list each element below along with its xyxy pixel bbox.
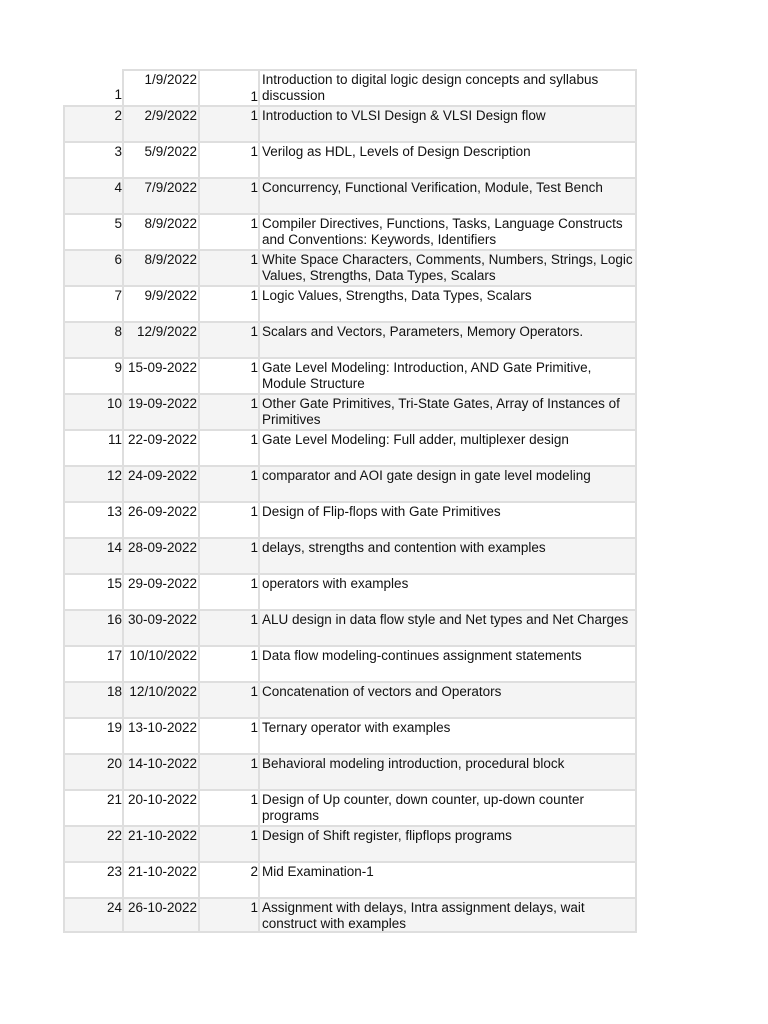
hours-cell: 1 — [200, 141, 260, 177]
table-row — [63, 141, 637, 177]
date-cell: 12/9/2022 — [124, 321, 200, 357]
row-number-cell: 20 — [63, 753, 124, 789]
date-cell: 12/10/2022 — [124, 681, 200, 717]
topic-cell: Introduction to VLSI Design & VLSI Design flow — [260, 105, 637, 141]
date-cell: 5/9/2022 — [124, 141, 200, 177]
row-number-cell: 24 — [63, 897, 124, 933]
topic-cell: Data flow modeling-continues assignment statements — [260, 645, 637, 681]
date-cell: 15-09-2022 — [124, 357, 200, 393]
hours-cell: 2 — [200, 861, 260, 897]
date-cell: 2/9/2022 — [124, 105, 200, 141]
topic-cell: Concatenation of vectors and Operators — [260, 681, 637, 717]
date-cell: 7/9/2022 — [124, 177, 200, 213]
hours-cell: 1 — [200, 321, 260, 357]
hours-cell: 1 — [200, 609, 260, 645]
hours-cell: 1 — [200, 465, 260, 501]
row-number-cell: 8 — [63, 321, 124, 357]
hours-cell: 1 — [200, 213, 260, 249]
hours-cell: 1 — [200, 285, 260, 321]
topic-cell: Compiler Directives, Functions, Tasks, Language Constructs and Conventions: Keywords, Identifiers — [260, 213, 637, 249]
row-number-cell: 22 — [63, 825, 124, 861]
hours-cell: 1 — [200, 177, 260, 213]
date-cell: 10/10/2022 — [124, 645, 200, 681]
table-row — [63, 357, 637, 393]
topic-cell: Scalars and Vectors, Parameters, Memory Operators. — [260, 321, 637, 357]
hours-cell: 1 — [200, 69, 260, 105]
topic-cell: Assignment with delays, Intra assignment delays, wait construct with examples — [260, 897, 637, 933]
date-cell: 19-09-2022 — [124, 393, 200, 429]
row-number-cell: 3 — [63, 141, 124, 177]
table-row — [63, 573, 637, 609]
topic-cell: delays, strengths and contention with examples — [260, 537, 637, 573]
table-row — [63, 393, 637, 429]
table-row — [63, 681, 637, 717]
topic-cell: Design of Flip-flops with Gate Primitives — [260, 501, 637, 537]
row-number-cell: 7 — [63, 285, 124, 321]
table-row — [63, 609, 637, 645]
hours-cell: 1 — [200, 897, 260, 933]
date-cell: 28-09-2022 — [124, 537, 200, 573]
hours-cell: 1 — [200, 393, 260, 429]
table-row — [63, 861, 637, 897]
table-row — [63, 501, 637, 537]
date-cell: 29-09-2022 — [124, 573, 200, 609]
row-number-cell: 9 — [63, 357, 124, 393]
table-row — [63, 753, 637, 789]
topic-cell: Design of Shift register, flipflops programs — [260, 825, 637, 861]
hours-cell: 1 — [200, 681, 260, 717]
date-cell: 21-10-2022 — [124, 861, 200, 897]
date-cell: 26-09-2022 — [124, 501, 200, 537]
row-number-cell: 21 — [63, 789, 124, 825]
table-row — [63, 825, 637, 861]
row-number-cell: 15 — [63, 573, 124, 609]
date-cell: 8/9/2022 — [124, 213, 200, 249]
table-row — [63, 897, 637, 933]
topic-cell: Other Gate Primitives, Tri-State Gates, Array of Instances of Primitives — [260, 393, 637, 429]
hours-cell: 1 — [200, 105, 260, 141]
table-row — [63, 285, 637, 321]
hours-cell: 1 — [200, 753, 260, 789]
table-row — [63, 321, 637, 357]
row-number-cell: 6 — [63, 249, 124, 285]
table-row — [63, 105, 637, 141]
topic-cell: ALU design in data flow style and Net types and Net Charges — [260, 609, 637, 645]
hours-cell: 1 — [200, 645, 260, 681]
row-number-cell: 4 — [63, 177, 124, 213]
date-cell: 24-09-2022 — [124, 465, 200, 501]
row-number-cell: 12 — [63, 465, 124, 501]
table-row — [63, 429, 637, 465]
row-number-cell: 10 — [63, 393, 124, 429]
topic-cell: Mid Examination-1 — [260, 861, 637, 897]
date-cell: 1/9/2022 — [124, 69, 200, 105]
table-row — [63, 537, 637, 573]
topic-cell: Behavioral modeling introduction, procedural block — [260, 753, 637, 789]
hours-cell: 1 — [200, 249, 260, 285]
topic-cell: Gate Level Modeling: Introduction, AND Gate Primitive, Module Structure — [260, 357, 637, 393]
hours-cell: 1 — [200, 357, 260, 393]
topic-cell: Concurrency, Functional Verification, Module, Test Bench — [260, 177, 637, 213]
hours-cell: 1 — [200, 717, 260, 753]
row-number-cell: 1 — [63, 69, 124, 105]
hours-cell: 1 — [200, 789, 260, 825]
hours-cell: 1 — [200, 825, 260, 861]
row-number-cell: 19 — [63, 717, 124, 753]
row-number-cell: 13 — [63, 501, 124, 537]
topic-cell: Ternary operator with examples — [260, 717, 637, 753]
topic-cell: Design of Up counter, down counter, up-down counter programs — [260, 789, 637, 825]
table-row — [63, 465, 637, 501]
row-number-cell: 14 — [63, 537, 124, 573]
row-number-cell: 5 — [63, 213, 124, 249]
topic-cell: Introduction to digital logic design concepts and syllabus discussion — [260, 69, 637, 105]
date-cell: 22-09-2022 — [124, 429, 200, 465]
date-cell: 30-09-2022 — [124, 609, 200, 645]
date-cell: 8/9/2022 — [124, 249, 200, 285]
table-row — [63, 213, 637, 249]
topic-cell: operators with examples — [260, 573, 637, 609]
row-number-cell: 2 — [63, 105, 124, 141]
table-row — [63, 69, 637, 105]
date-cell: 26-10-2022 — [124, 897, 200, 933]
topic-cell: White Space Characters, Comments, Numbers, Strings, Logic Values, Strengths, Data Types, Scalars — [260, 249, 637, 285]
row-number-cell: 23 — [63, 861, 124, 897]
topic-cell: Logic Values, Strengths, Data Types, Scalars — [260, 285, 637, 321]
hours-cell: 1 — [200, 501, 260, 537]
topic-cell: comparator and AOI gate design in gate level modeling — [260, 465, 637, 501]
topic-cell: Gate Level Modeling: Full adder, multiplexer design — [260, 429, 637, 465]
date-cell: 13-10-2022 — [124, 717, 200, 753]
table-row — [63, 717, 637, 753]
row-number-cell: 16 — [63, 609, 124, 645]
hours-cell: 1 — [200, 573, 260, 609]
date-cell: 21-10-2022 — [124, 825, 200, 861]
table-row — [63, 249, 637, 285]
row-number-cell: 11 — [63, 429, 124, 465]
date-cell: 9/9/2022 — [124, 285, 200, 321]
table-row — [63, 789, 637, 825]
row-number-cell: 18 — [63, 681, 124, 717]
hours-cell: 1 — [200, 429, 260, 465]
table-row — [63, 645, 637, 681]
date-cell: 20-10-2022 — [124, 789, 200, 825]
topic-cell: Verilog as HDL, Levels of Design Description — [260, 141, 637, 177]
table-row — [63, 177, 637, 213]
row-number-cell: 17 — [63, 645, 124, 681]
schedule-table — [63, 69, 637, 933]
hours-cell: 1 — [200, 537, 260, 573]
date-cell: 14-10-2022 — [124, 753, 200, 789]
